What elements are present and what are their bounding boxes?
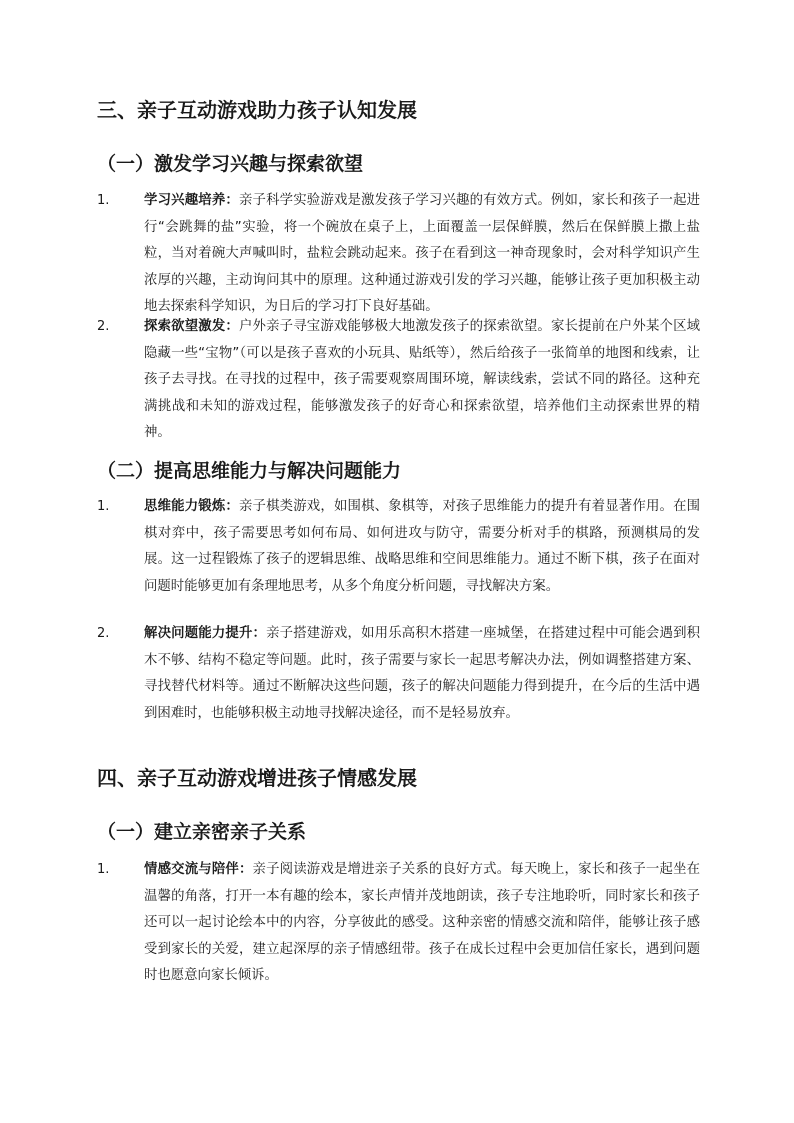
list-item-body: [144, 314, 700, 447]
list-item-body: [144, 494, 700, 600]
section-4-title: 四、亲子互动游戏增进孩子情感发展: [97, 766, 417, 790]
list-item-text: 亲子搭建游戏，如用乐高积木搭建一座城堡，在搭建过程中可能会遇到积木不够、结构不稳定等问题。此时，孩子需要与家长一起思考解决办法，例如调整搭建方案、寻找替代材料等。通过不断解决这些问题，孩子的解决问题能力得到提升，在今后的生活中遇到困难时，也能够积极主动地寻找解决途径，而不是轻易放弃。: [144, 626, 701, 721]
list-item-body: [144, 188, 700, 321]
list-item-number: 1.: [97, 499, 110, 514]
list-item-number: 2.: [97, 319, 110, 334]
list-item-label: 学习兴趣培养: [144, 193, 226, 208]
list-item-separator: ：: [252, 626, 267, 641]
list-item-number: 1.: [97, 193, 110, 208]
list-item-body: [144, 621, 700, 727]
list-item-text: 户外亲子寻宝游戏能够极大地激发孩子的探索欲望。家长提前在户外某个区域隐藏一些“宝物”（可以是孩子喜欢的小玩具、贴纸等），然后给孩子一张简单的地图和线索，让孩子去寻找。在寻找的过程中，孩子需要观察周围环境，解读线索，尝试不同的路径。这种充满挑战和未知的游戏过程，能够激发孩子的好奇心和探索欲望，培养他们主动探索世界的精神。: [144, 319, 701, 440]
section-3-sub-2-title: （二）提高思维能力与解决问题能力: [97, 460, 402, 482]
section-3-title: 三、亲子互动游戏助力孩子认知发展: [97, 98, 417, 122]
list-item-label: 思维能力锻炼: [144, 499, 226, 514]
list-item-body: [144, 857, 700, 990]
list-item-label: 探索欲望激发: [144, 319, 226, 334]
list-item-separator: ：: [225, 319, 239, 334]
list-item-separator: ：: [225, 499, 239, 514]
list-item-label: 情感交流与陪伴: [144, 862, 239, 877]
list-item-number: 1.: [97, 862, 110, 877]
list-item-separator: ：: [225, 193, 239, 208]
list-item-separator: ：: [238, 862, 253, 877]
list-item-label: 解决问题能力提升: [144, 626, 253, 641]
list-item-text: 亲子阅读游戏是增进亲子关系的良好方式。每天晚上，家长和孩子一起坐在温馨的角落，打开一本有趣的绘本，家长声情并茂地朗读，孩子专注地聆听，同时家长和孩子还可以一起讨论绘本中的内容，分享彼此的感受。这种亲密的情感交流和陪伴，能够让孩子感受到家长的关爱，建立起深厚的亲子情感纽带。孩子在成长过程中会更加信任家长，遇到问题时也愿意向家长倾诉。: [144, 862, 701, 983]
list-item-text: 亲子棋类游戏，如围棋、象棋等，对孩子思维能力的提升有着显著作用。在围棋对弈中，孩子需要思考如何布局、如何进攻与防守，需要分析对手的棋路，预测棋局的发展。这一过程锻炼了孩子的逻辑思维、战略思维和空间思维能力。通过不断下棋，孩子在面对问题时能够更加有条理地思考，从多个角度分析问题，寻找解决方案。: [144, 499, 701, 594]
list-item-text: 亲子科学实验游戏是激发孩子学习兴趣的有效方式。例如，家长和孩子一起进行“会跳舞的盐”实验，将一个碗放在桌子上，上面覆盖一层保鲜膜，然后在保鲜膜上撒上盐粒，当对着碗大声喊叫时，盐粒会跳动起来。孩子在看到这一神奇现象时，会对科学知识产生浓厚的兴趣，主动询问其中的原理。这种通过游戏引发的学习兴趣，能够让孩子更加积极主动地去探索科学知识，为日后的学习打下良好基础。: [144, 193, 701, 314]
list-item-number: 2.: [97, 626, 110, 641]
section-4-sub-1-title: （一）建立亲密亲子关系: [97, 821, 307, 843]
section-3-sub-1-title: （一）激发学习兴趣与探索欲望: [97, 153, 364, 175]
